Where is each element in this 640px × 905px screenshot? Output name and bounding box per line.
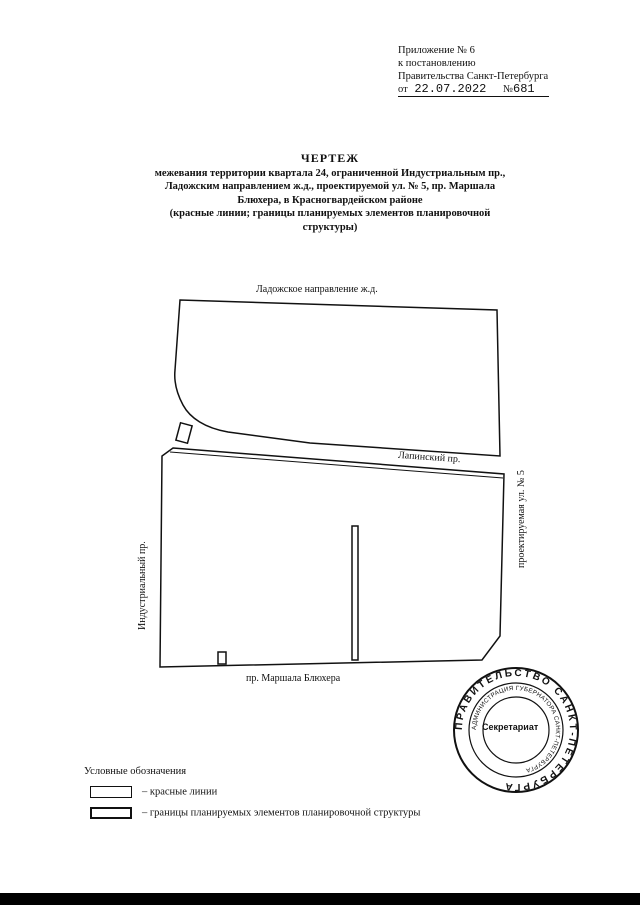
- small-plot-north: [176, 423, 192, 443]
- number-prefix: №: [502, 84, 513, 95]
- north-block-outline: [175, 300, 500, 456]
- small-plot-south: [218, 652, 226, 664]
- scan-bottom-edge: [0, 893, 640, 905]
- decree-number: 681: [513, 82, 535, 96]
- street-lapinsky-label: Лапинский пр.: [397, 449, 461, 466]
- legend-swatch-red-lines: [90, 786, 132, 798]
- legend-title: Условные обозначения: [84, 766, 187, 777]
- decree-date: 22.07.2022: [414, 82, 487, 96]
- legend-label-red-lines: – красные линии: [142, 786, 218, 798]
- title-line-4: (красные линии; границы планируемых элементов планировочной: [169, 208, 491, 219]
- annex-line-2: к постановлению: [398, 58, 476, 69]
- title-line-1: межевания территории квартала 24, ограниченной Индустриальным пр.,: [154, 167, 506, 179]
- annex-line-3: Правительства Санкт-Петербурга: [398, 71, 549, 82]
- legend: [84, 766, 421, 819]
- svg-text:ПРАВИТЕЛЬСТВО САНКТ-ПЕТЕРБУРГА: ПРАВИТЕЛЬСТВО САНКТ-ПЕТЕРБУРГА: [453, 667, 579, 793]
- legend-swatch-boundaries: [90, 807, 132, 819]
- date-prefix: от: [398, 84, 408, 95]
- title-line-2: Ладожским направлением ж.д., проектируемой ул. № 5, пр. Маршала: [164, 181, 496, 192]
- seal-center-text: Секретариат: [482, 722, 539, 732]
- svg-text:АДМИНИСТРАЦИЯ ГУБЕРНАТОРА САНК: АДМИНИСТРАЦИЯ ГУБЕРНАТОРА САНКТ-ПЕТЕРБУРГА: [470, 684, 562, 774]
- street-industrialny-label: Индустриальный пр.: [137, 541, 148, 630]
- main-block-outline: [160, 448, 504, 667]
- annex-line-1: Приложение № 6: [398, 45, 475, 56]
- street-blyukhera-label: пр. Маршала Блюхера: [246, 673, 341, 684]
- narrow-plot: [352, 526, 358, 660]
- legend-item-boundaries: [90, 807, 421, 819]
- legend-label-boundaries: – границы планируемых элементов планировочной структуры: [142, 807, 421, 819]
- street-railway-label: Ладожское направление ж.д.: [256, 284, 378, 295]
- title-heading: ЧЕРТЕЖ: [300, 151, 360, 165]
- legend-item-red-lines: [90, 786, 217, 798]
- street-proektiruemaya-label: проектируемая ул. № 5: [516, 470, 527, 568]
- title-line-5: структуры): [302, 221, 358, 233]
- title-line-3: Блюхера, в Красногвардейском районе: [237, 194, 423, 206]
